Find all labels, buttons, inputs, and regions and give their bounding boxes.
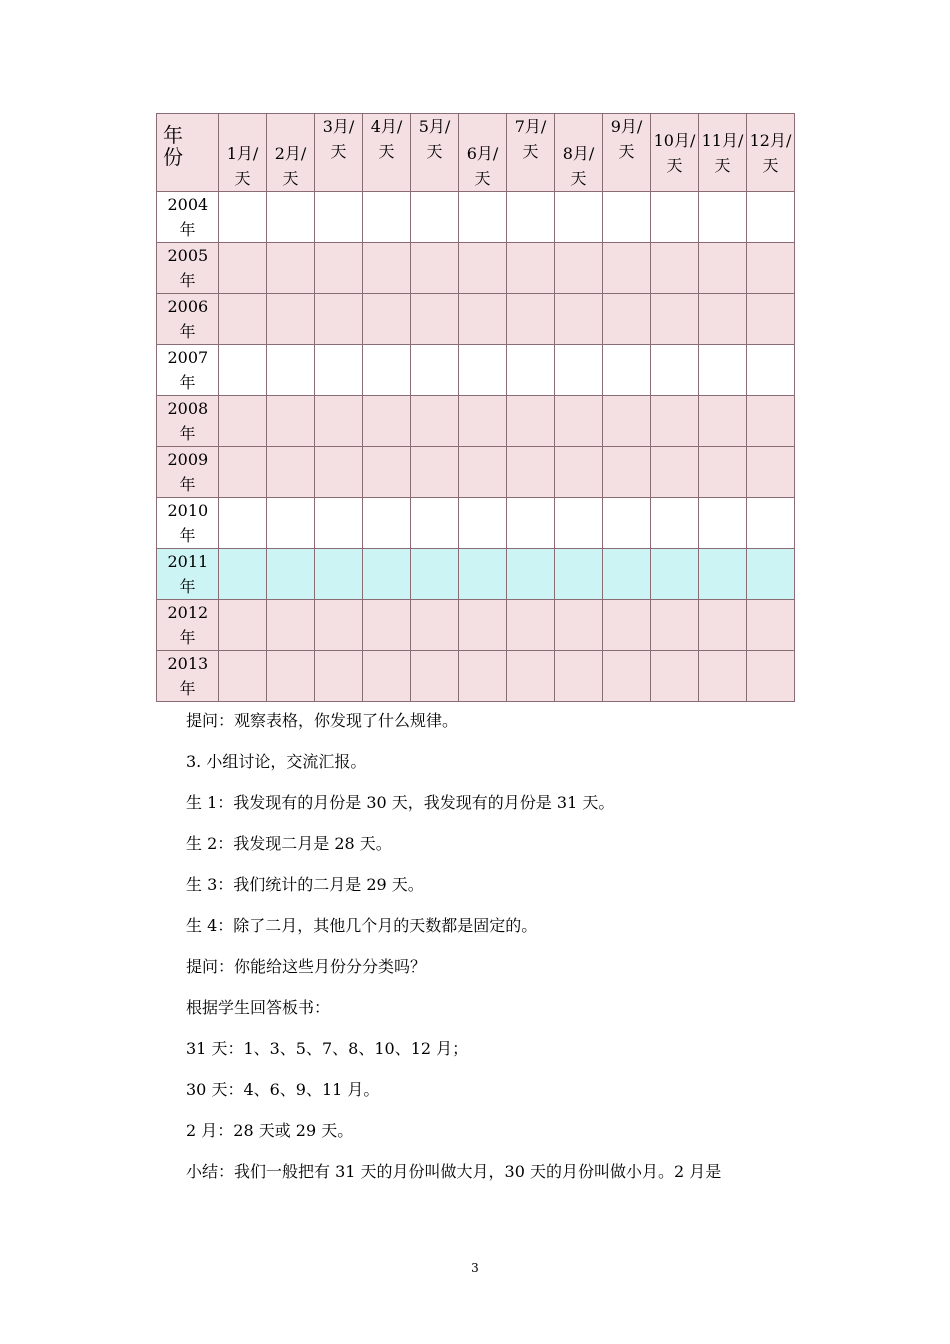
- day-count-cell: [459, 549, 507, 600]
- day-count-cell: [363, 498, 411, 549]
- day-count-cell: [555, 600, 603, 651]
- month-header: 12月/天: [747, 114, 795, 192]
- day-count-cell: [315, 345, 363, 396]
- day-count-cell: [747, 294, 795, 345]
- day-count-cell: [507, 345, 555, 396]
- table-row: [157, 294, 795, 345]
- day-count-cell: [267, 549, 315, 600]
- month-header: 11月/天: [699, 114, 747, 192]
- day-count-cell: [411, 651, 459, 702]
- day-count-cell: [699, 243, 747, 294]
- day-count-cell: [315, 243, 363, 294]
- day-count-cell: [747, 651, 795, 702]
- month-header: 2月/天: [267, 114, 315, 192]
- paragraph: 根据学生回答板书：: [186, 998, 331, 1017]
- year-cell: 2005年: [157, 243, 219, 294]
- month-header: 7月/天: [507, 114, 555, 192]
- day-count-cell: [363, 549, 411, 600]
- day-count-cell: [363, 396, 411, 447]
- day-count-cell: [267, 600, 315, 651]
- day-count-cell: [651, 549, 699, 600]
- day-count-cell: [555, 345, 603, 396]
- day-count-cell: [603, 243, 651, 294]
- paragraph: 31 天：1、3、5、7、8、10、12 月；: [186, 1039, 469, 1058]
- day-count-cell: [363, 600, 411, 651]
- day-count-cell: [651, 498, 699, 549]
- paragraph: 生 2：我发现二月是 28 天。: [186, 834, 392, 853]
- day-count-cell: [315, 294, 363, 345]
- day-count-cell: [267, 651, 315, 702]
- month-header: 6月/天: [459, 114, 507, 192]
- month-header: 4月/天: [363, 114, 411, 192]
- day-count-cell: [699, 549, 747, 600]
- day-count-cell: [411, 294, 459, 345]
- day-count-cell: [651, 651, 699, 702]
- month-header: 3月/天: [315, 114, 363, 192]
- day-count-cell: [699, 600, 747, 651]
- day-count-cell: [459, 600, 507, 651]
- day-count-cell: [267, 447, 315, 498]
- year-column-header: 年份: [157, 114, 219, 192]
- day-count-cell: [699, 447, 747, 498]
- day-count-cell: [555, 651, 603, 702]
- paragraph: 3. 小组讨论，交流汇报。: [186, 752, 367, 771]
- day-count-cell: [603, 498, 651, 549]
- year-cell: 2011年: [157, 549, 219, 600]
- day-count-cell: [315, 447, 363, 498]
- day-count-cell: [411, 447, 459, 498]
- paragraph: 生 1：我发现有的月份是 30 天，我发现有的月份是 31 天。: [186, 793, 615, 812]
- day-count-cell: [555, 396, 603, 447]
- day-count-cell: [603, 651, 651, 702]
- day-count-cell: [747, 192, 795, 243]
- year-cell: 2012年: [157, 600, 219, 651]
- day-count-cell: [219, 651, 267, 702]
- day-count-cell: [411, 498, 459, 549]
- day-count-cell: [459, 243, 507, 294]
- day-count-cell: [267, 294, 315, 345]
- table-row: [157, 651, 795, 702]
- day-count-cell: [747, 396, 795, 447]
- day-count-cell: [267, 396, 315, 447]
- day-count-cell: [219, 498, 267, 549]
- day-count-cell: [267, 498, 315, 549]
- day-count-cell: [507, 498, 555, 549]
- day-count-cell: [411, 192, 459, 243]
- day-count-cell: [699, 396, 747, 447]
- day-count-cell: [219, 192, 267, 243]
- day-count-cell: [411, 396, 459, 447]
- day-count-cell: [315, 498, 363, 549]
- day-count-cell: [747, 243, 795, 294]
- table-row: [157, 243, 795, 294]
- table-body: [157, 192, 795, 702]
- day-count-cell: [603, 396, 651, 447]
- day-count-cell: [507, 192, 555, 243]
- paragraph: 提问：你能给这些月份分分类吗？: [186, 957, 427, 976]
- table-header-row: [157, 114, 795, 192]
- days-per-month-table: [156, 113, 795, 702]
- day-count-cell: [459, 498, 507, 549]
- day-count-cell: [747, 345, 795, 396]
- table-row: [157, 396, 795, 447]
- paragraph: 生 3：我们统计的二月是 29 天。: [186, 875, 424, 894]
- day-count-cell: [651, 243, 699, 294]
- day-count-cell: [219, 345, 267, 396]
- day-count-cell: [315, 651, 363, 702]
- day-count-cell: [315, 192, 363, 243]
- table-row: [157, 447, 795, 498]
- day-count-cell: [219, 294, 267, 345]
- day-count-cell: [699, 294, 747, 345]
- paragraph: 提问：观察表格，你发现了什么规律。: [186, 711, 459, 730]
- day-count-cell: [363, 294, 411, 345]
- day-count-cell: [267, 243, 315, 294]
- day-count-cell: [363, 447, 411, 498]
- day-count-cell: [651, 600, 699, 651]
- day-count-cell: [219, 447, 267, 498]
- day-count-cell: [459, 345, 507, 396]
- paragraph: 30 天：4、6、9、11 月。: [186, 1080, 380, 1099]
- day-count-cell: [267, 192, 315, 243]
- day-count-cell: [651, 345, 699, 396]
- year-cell: 2008年: [157, 396, 219, 447]
- day-count-cell: [363, 651, 411, 702]
- paragraph: 2 月：28 天或 29 天。: [186, 1121, 354, 1140]
- day-count-cell: [651, 192, 699, 243]
- year-cell: 2009年: [157, 447, 219, 498]
- table-row: [157, 345, 795, 396]
- day-count-cell: [315, 600, 363, 651]
- day-count-cell: [603, 192, 651, 243]
- day-count-cell: [219, 396, 267, 447]
- day-count-cell: [219, 600, 267, 651]
- year-cell: 2007年: [157, 345, 219, 396]
- day-count-cell: [459, 294, 507, 345]
- day-count-cell: [555, 447, 603, 498]
- day-count-cell: [315, 396, 363, 447]
- year-cell: 2006年: [157, 294, 219, 345]
- year-cell: 2013年: [157, 651, 219, 702]
- table-row: [157, 192, 795, 243]
- day-count-cell: [555, 294, 603, 345]
- month-header: 9月/天: [603, 114, 651, 192]
- month-header: 5月/天: [411, 114, 459, 192]
- day-count-cell: [219, 549, 267, 600]
- day-count-cell: [363, 192, 411, 243]
- day-count-cell: [747, 498, 795, 549]
- day-count-cell: [507, 396, 555, 447]
- day-count-cell: [411, 600, 459, 651]
- day-count-cell: [411, 345, 459, 396]
- day-count-cell: [603, 549, 651, 600]
- year-cell: 2004年: [157, 192, 219, 243]
- day-count-cell: [507, 243, 555, 294]
- day-count-cell: [555, 192, 603, 243]
- day-count-cell: [411, 243, 459, 294]
- day-count-cell: [747, 600, 795, 651]
- day-count-cell: [363, 345, 411, 396]
- day-count-cell: [459, 396, 507, 447]
- table-row: [157, 600, 795, 651]
- month-header: 8月/天: [555, 114, 603, 192]
- day-count-cell: [651, 294, 699, 345]
- day-count-cell: [411, 549, 459, 600]
- day-count-cell: [459, 192, 507, 243]
- day-count-cell: [267, 345, 315, 396]
- day-count-cell: [699, 345, 747, 396]
- day-count-cell: [507, 651, 555, 702]
- day-count-cell: [699, 192, 747, 243]
- day-count-cell: [747, 447, 795, 498]
- paragraph: 小结：我们一般把有 31 天的月份叫做大月，30 天的月份叫做小月。2 月是: [186, 1162, 722, 1181]
- day-count-cell: [555, 498, 603, 549]
- day-count-cell: [507, 600, 555, 651]
- day-count-cell: [459, 651, 507, 702]
- table-row: [157, 549, 795, 600]
- day-count-cell: [699, 498, 747, 549]
- day-count-cell: [363, 243, 411, 294]
- day-count-cell: [603, 600, 651, 651]
- day-count-cell: [651, 396, 699, 447]
- day-count-cell: [507, 294, 555, 345]
- day-count-cell: [603, 447, 651, 498]
- day-count-cell: [555, 549, 603, 600]
- page-number: 3: [471, 1261, 479, 1275]
- day-count-cell: [459, 447, 507, 498]
- day-count-cell: [507, 549, 555, 600]
- day-count-cell: [603, 345, 651, 396]
- month-header: 10月/天: [651, 114, 699, 192]
- day-count-cell: [699, 651, 747, 702]
- paragraph: 生 4：除了二月，其他几个月的天数都是固定的。: [186, 916, 538, 935]
- day-count-cell: [603, 294, 651, 345]
- month-header: 1月/天: [219, 114, 267, 192]
- day-count-cell: [747, 549, 795, 600]
- year-cell: 2010年: [157, 498, 219, 549]
- day-count-cell: [219, 243, 267, 294]
- day-count-cell: [651, 447, 699, 498]
- day-count-cell: [555, 243, 603, 294]
- table-row: [157, 498, 795, 549]
- day-count-cell: [507, 447, 555, 498]
- day-count-cell: [315, 549, 363, 600]
